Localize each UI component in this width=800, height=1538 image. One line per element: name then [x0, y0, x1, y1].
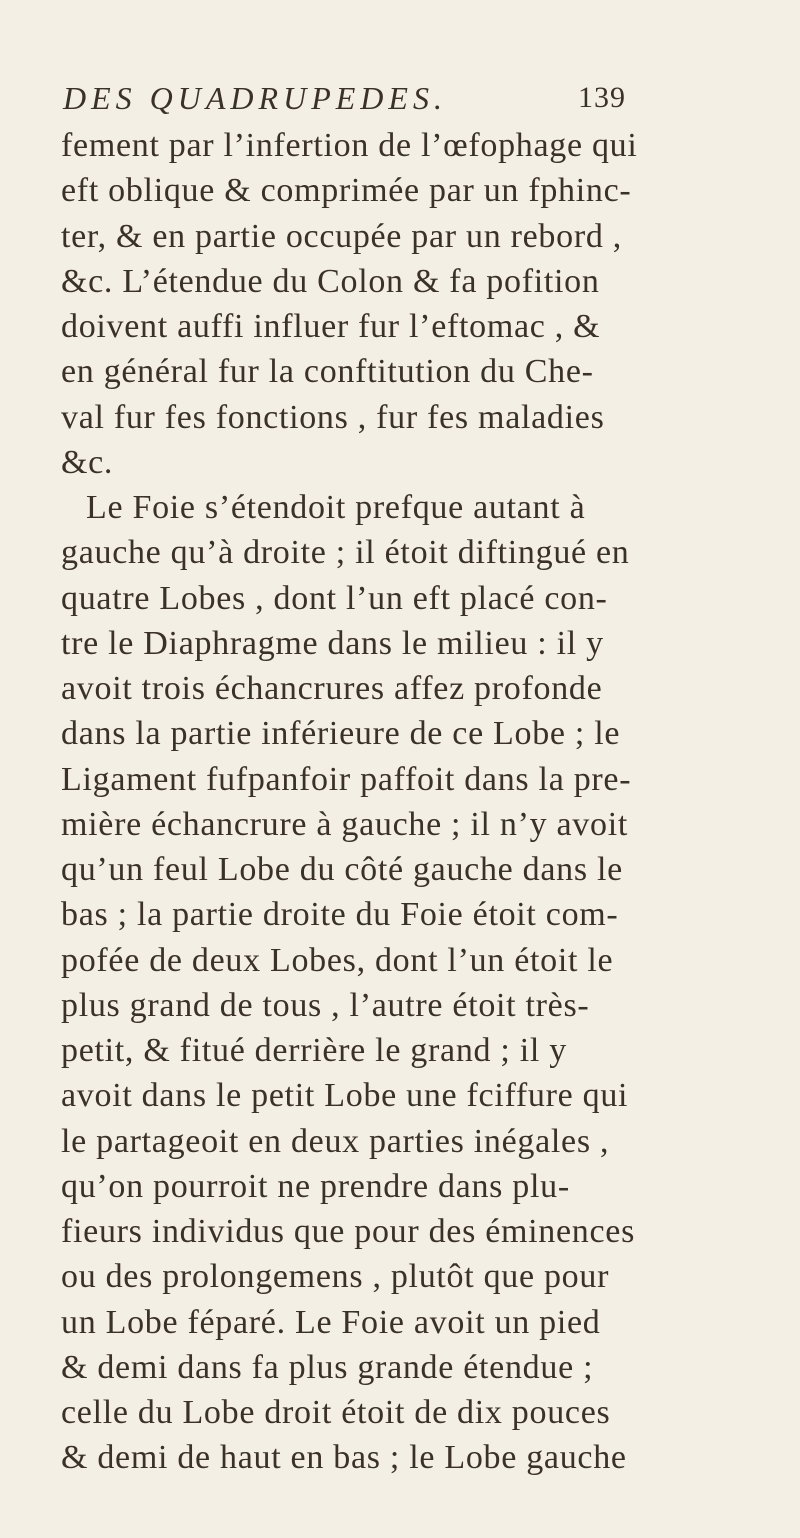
- text-line: tre le Diaphragme dans le milieu : il y: [61, 624, 604, 662]
- paragraph-start-line: Le Foie s’étendoit prefque autant à: [86, 489, 586, 526]
- body-text: [61, 123, 771, 1481]
- text-line: Ligament fufpanfoir paffoit dans la pre-: [61, 760, 632, 798]
- text-line: petit, & fitué derrière le grand ; il y: [61, 1032, 567, 1069]
- text-line: celle du Lobe droit étoit de dix pouces: [61, 1394, 611, 1431]
- text-line: plus grand de tous , l’autre étoit très-: [61, 986, 590, 1024]
- text-line: avoit trois échancrures affez profonde: [61, 670, 603, 707]
- text-line: eft oblique & comprimée par un fphinc-: [61, 172, 632, 210]
- text-line: mière échancrure à gauche ; il n’y avoit: [61, 805, 629, 843]
- text-line: quatre Lobes , dont l’un eft placé con-: [61, 579, 608, 617]
- text-line: un Lobe féparé. Le Foie avoit un pied: [61, 1303, 601, 1341]
- text-line: &c.: [61, 443, 114, 481]
- text-line: ter, & en partie occupée par un rebord ,: [61, 217, 622, 255]
- running-title: DES QUADRUPEDES.: [63, 80, 447, 116]
- text-line: val fur fes fonctions , fur fes maladies: [61, 398, 605, 436]
- text-line: ou des prolongemens , plutôt que pour: [61, 1258, 610, 1296]
- text-line: qu’on pourroit ne prendre dans plu-: [61, 1167, 570, 1205]
- text-line: & demi dans fa plus grande étendue ;: [61, 1348, 594, 1386]
- text-line: dans la partie inférieure de ce Lobe ; le: [61, 715, 621, 753]
- text-line: &c. L’étendue du Colon & fa pofition: [61, 262, 600, 300]
- text-line: pofée de deux Lobes, dont l’un étoit le: [61, 941, 614, 979]
- text-line: fieurs individus que pour des éminences: [61, 1213, 636, 1250]
- page-header: [0, 73, 800, 123]
- text-line: bas ; la partie droite du Foie étoit com-: [61, 896, 619, 934]
- page-number: 139: [578, 81, 626, 114]
- text-line: & demi de haut en bas ; le Lobe gauche: [61, 1439, 627, 1477]
- text-line: gauche qu’à droite ; il étoit diftingué en: [61, 534, 630, 572]
- text-line: doivent auffi influer fur l’eftomac , &: [61, 308, 601, 345]
- text-line: le partageoit en deux parties inégales ,: [61, 1122, 610, 1160]
- text-line: en général fur la conftitution du Che-: [61, 353, 594, 391]
- text-line: fement par l’infertion de l’œfophage qui: [61, 127, 638, 164]
- text-line: qu’un feul Lobe du côté gauche dans le: [61, 851, 623, 888]
- text-line: avoit dans le petit Lobe une fciffure qui: [61, 1077, 629, 1115]
